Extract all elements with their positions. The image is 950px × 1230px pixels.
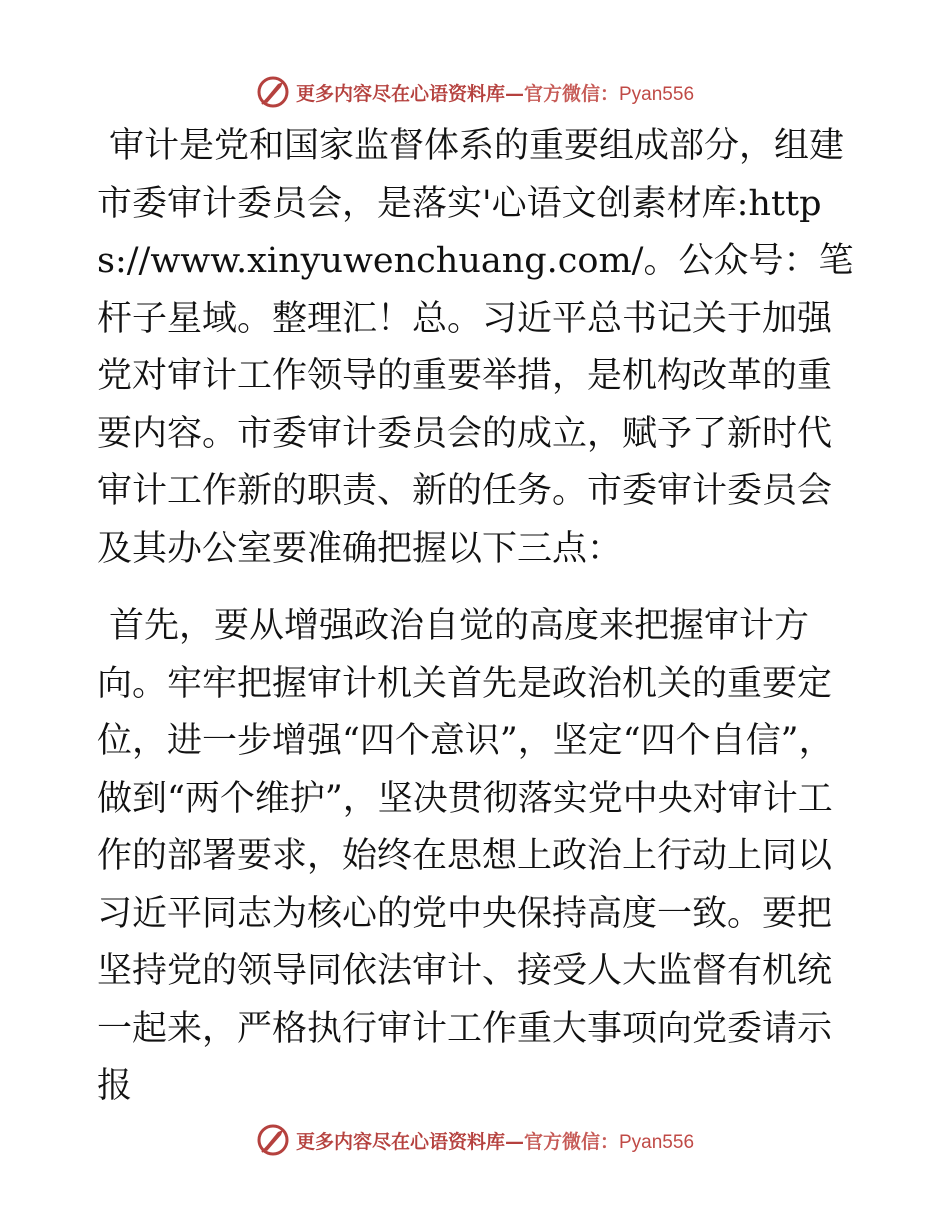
banner-separator: —: [504, 82, 524, 105]
wechat-id: Pyan556: [619, 1131, 695, 1153]
red-quill-seal-icon: [256, 1123, 290, 1157]
paragraph-1: [97, 118, 857, 578]
brand-text: 更多内容尽在心语资料库: [295, 1130, 505, 1153]
header-banner: [0, 72, 950, 112]
banner-separator: —: [504, 1130, 524, 1153]
paragraph-1-text: 审计是党和国家监督体系的重要组成部分，组建市委审计委员会，是落实'心语文创素材库:https://www.xinyuwenchuang.com/。公众号：笔杆子星域。整理汇！总。习近平总书记关于加强党对审计工作领导的重要举措，是机构改革的重要内容。市委审计委员会的成立，赋予了新时代审计工作新的职责、新的任务。市委审计委员会及其办公室要准确把握以下三点：: [97, 126, 854, 569]
paragraph-2: [97, 598, 857, 1116]
official-label: 官方微信：: [523, 82, 619, 105]
footer-banner: [0, 1120, 950, 1160]
document-body: [97, 118, 857, 1116]
brand-text: 更多内容尽在心语资料库: [295, 82, 505, 105]
footer-banner-text: [296, 1127, 694, 1154]
wechat-id: Pyan556: [619, 83, 695, 105]
header-banner-text: [296, 79, 694, 106]
official-label: 官方微信：: [523, 1130, 619, 1153]
paragraph-2-text: 首先，要从增强政治自觉的高度来把握审计方向。牢牢把握审计机关首先是政治机关的重要定位，进一步增强“四个意识”，坚定“四个自信”，做到“两个维护”，坚决贯彻落实党中央对审计工作的部署要求，始终在思想上政治上行动上同以习近平同志为核心的党中央保持高度一致。要把坚持党的领导同依法审计、接受人大监督有机统一起来，严格执行审计工作重大事项向党委请示报: [97, 606, 834, 1106]
red-quill-seal-icon: [256, 75, 290, 109]
